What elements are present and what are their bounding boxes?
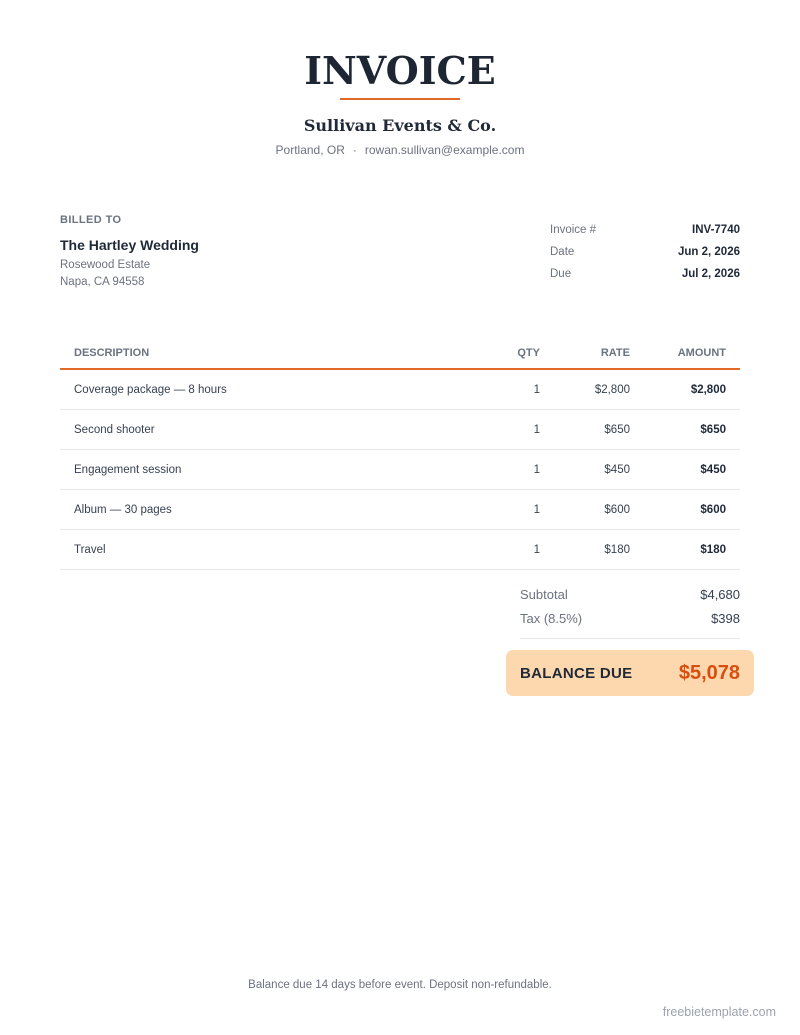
header-qty: QTY xyxy=(517,347,540,359)
row-description: Engagement session xyxy=(74,463,182,476)
row-qty: 1 xyxy=(533,503,540,516)
row-rate: $2,800 xyxy=(594,383,630,396)
table-row xyxy=(60,370,740,410)
contact-separator: · xyxy=(352,143,357,157)
row-description: Second shooter xyxy=(74,423,155,436)
payment-terms-note: Balance due 14 days before event. Deposit non-refundable. xyxy=(248,979,552,991)
meta-value: INV-7740 xyxy=(692,224,740,236)
row-amount: $180 xyxy=(700,543,726,556)
watermark-link[interactable]: freebietemplate.com xyxy=(662,1005,776,1019)
row-rate: $600 xyxy=(604,503,630,516)
row-rate: $650 xyxy=(604,423,630,436)
invoice-header xyxy=(0,48,800,158)
client-address-line1: Rosewood Estate xyxy=(60,259,151,271)
row-amount: $2,800 xyxy=(690,383,726,396)
subtotal-value: $4,680 xyxy=(700,586,740,602)
header-rate: RATE xyxy=(600,347,630,359)
tax-label: Tax (8.5%) xyxy=(520,610,583,626)
row-rate: $450 xyxy=(604,463,630,476)
table-row xyxy=(60,450,740,490)
row-qty: 1 xyxy=(533,463,540,476)
billed-to-section xyxy=(60,214,199,291)
meta-label: Invoice # xyxy=(550,224,597,236)
company-location: Portland, OR xyxy=(275,143,345,157)
table-header xyxy=(60,338,740,370)
table-row xyxy=(60,410,740,450)
meta-label: Date xyxy=(550,246,575,258)
meta-row-date xyxy=(550,241,740,263)
company-name: Sullivan Events & Co. xyxy=(303,116,497,135)
tax-value: $398 xyxy=(711,610,740,626)
balance-due-value: $5,078 xyxy=(678,661,740,684)
row-amount: $450 xyxy=(700,463,726,476)
row-description: Travel xyxy=(74,543,106,556)
tax-row xyxy=(520,606,740,630)
row-amount: $600 xyxy=(700,503,726,516)
line-items-table xyxy=(60,338,740,570)
title-underline xyxy=(340,98,460,100)
invoice-meta xyxy=(550,219,740,285)
invoice-title: INVOICE xyxy=(304,48,496,93)
meta-label: Due xyxy=(550,268,572,280)
company-contact xyxy=(0,142,800,158)
meta-value: Jul 2, 2026 xyxy=(681,268,740,280)
header-amount: AMOUNT xyxy=(677,347,726,359)
row-qty: 1 xyxy=(533,543,540,556)
row-amount: $650 xyxy=(700,423,726,436)
subtotal-row xyxy=(520,582,740,606)
row-description: Coverage package — 8 hours xyxy=(74,383,227,396)
row-qty: 1 xyxy=(533,423,540,436)
company-email: rowan.sullivan@example.com xyxy=(364,143,525,157)
totals-section xyxy=(520,582,740,639)
client-address-line2: Napa, CA 94558 xyxy=(60,276,145,288)
table-row xyxy=(60,490,740,530)
row-qty: 1 xyxy=(533,383,540,396)
meta-row-invoice-number xyxy=(550,219,740,241)
balance-due-box xyxy=(506,650,754,696)
balance-due-label: BALANCE DUE xyxy=(520,664,633,682)
subtotal-label: Subtotal xyxy=(520,586,568,602)
meta-value: Jun 2, 2026 xyxy=(677,246,740,258)
meta-row-due xyxy=(550,263,740,285)
client-name: The Hartley Wedding xyxy=(60,237,199,253)
table-row xyxy=(60,530,740,570)
header-description: DESCRIPTION xyxy=(74,347,150,359)
totals-divider xyxy=(520,638,740,639)
row-rate: $180 xyxy=(604,543,630,556)
row-description: Album — 30 pages xyxy=(74,503,172,516)
billed-to-label: BILLED TO xyxy=(60,214,122,226)
